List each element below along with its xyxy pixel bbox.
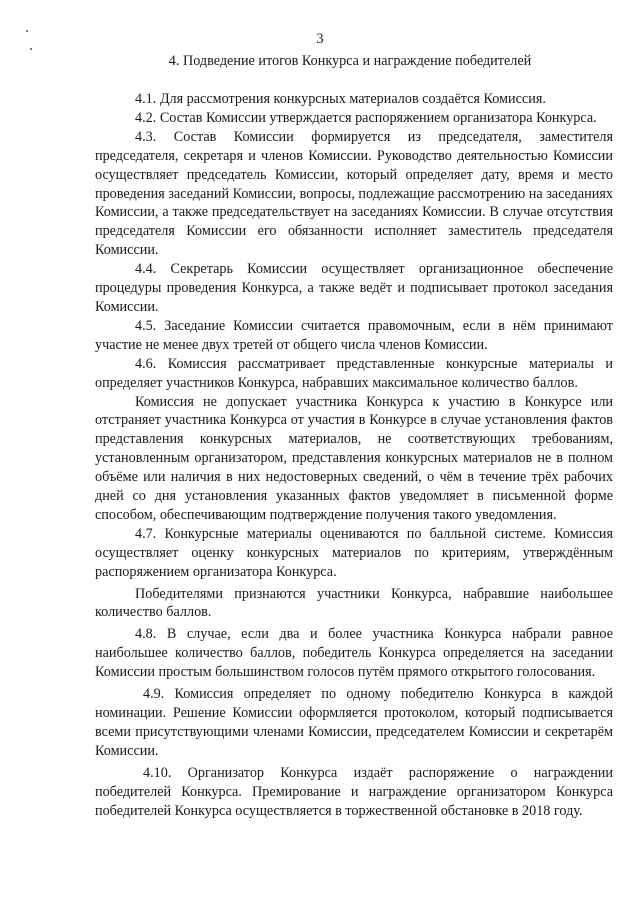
paragraph-4-3: 4.3. Состав Комиссии формируется из председателя, заместителя председателя, секретаря и членов Комиссии. Руководство деятельностью Комиссии осуществляет председатель Комиссии, который определяет дату, время и место проведения заседаний Комиссии, вопросы, подлежащие рассмотрению на заседаниях Комиссии, а также председательствует на заседаниях Комиссии. В случае отсутствия председателя Комиссии его обязанности исполняет заместитель председателя Комиссии. [95,128,613,259]
paragraph-4-6: 4.6. Комиссия рассматривает представленные конкурсные материалы и определяет участников Конкурса, набравших максимальное количество баллов. [95,355,613,391]
paragraph-disqualification: Комиссия не допускает участника Конкурса к участию в Конкурсе или отстраняет участника Конкурса от участия в Конкурсе в случае установления фактов представления конкурсных материалов, не соответствующих требованиям, установленным организатором, представления конкурсных материалов не в полном объёме или наличия в них недостоверных сведений, о чём в течение трёх рабочих дней со дня установления указанных фактов уведомляет в письменной форме способом, обеспечивающим подтверждение получения такого уведомления. [95,393,613,523]
paragraph-winners: Победителями признаются участники Конкурса, набравшие наибольшее количество баллов. [95,585,613,621]
paragraph-4-9: 4.9. Комиссия определяет по одному победителю Конкурса в каждой номинации. Решение Комиссии оформляется протоколом, который подписывается всеми присутствующими членами Комиссии, председателем Комиссии и секретарём Комиссии. [95,686,613,759]
paragraph-4-8: 4.8. В случае, если два и более участника Конкурса набрали равное наибольшее количество баллов, победитель Конкурса определяется на заседании Комиссии простым большинством голосов путём прямого открытого голосования. [95,626,613,681]
paragraph-4-4: 4.4. Секретарь Комиссии осуществляет организационное обеспечение процедуры проведения Конкурса, а также ведёт и подписывает протокол заседания Комиссии. [95,261,613,315]
paragraph-4-1: 4.1. Для рассмотрения конкурсных материалов создаётся Комиссия. [135,91,546,107]
page-number: 3 [316,31,324,47]
section-body [95,90,613,820]
paragraph-4-10: 4.10. Организатор Конкурса издаёт распоряжение о награждении победителей Конкурса. Премирование и награждение организатором Конкурса победителей Конкурса осуществляется в торжественной обстановке в 2018 году. [95,764,613,819]
paragraph-4-7: 4.7. Конкурсные материалы оцениваются по балльной системе. Комиссия осуществляет оценку конкурсных материалов по критериям, утверждённым распоряжением организатора Конкурса. [95,525,613,580]
paragraph-4-5: 4.5. Заседание Комиссии считается правомочным, если в нём принимают участие не менее двух третей от общего числа членов Комиссии. [95,317,613,353]
paragraph-4-2: 4.2. Состав Комиссии утверждается распоряжением организатора Конкурса. [135,109,597,126]
section-heading: 4. Подведение итогов Конкурса и награждение победителей [168,53,532,69]
